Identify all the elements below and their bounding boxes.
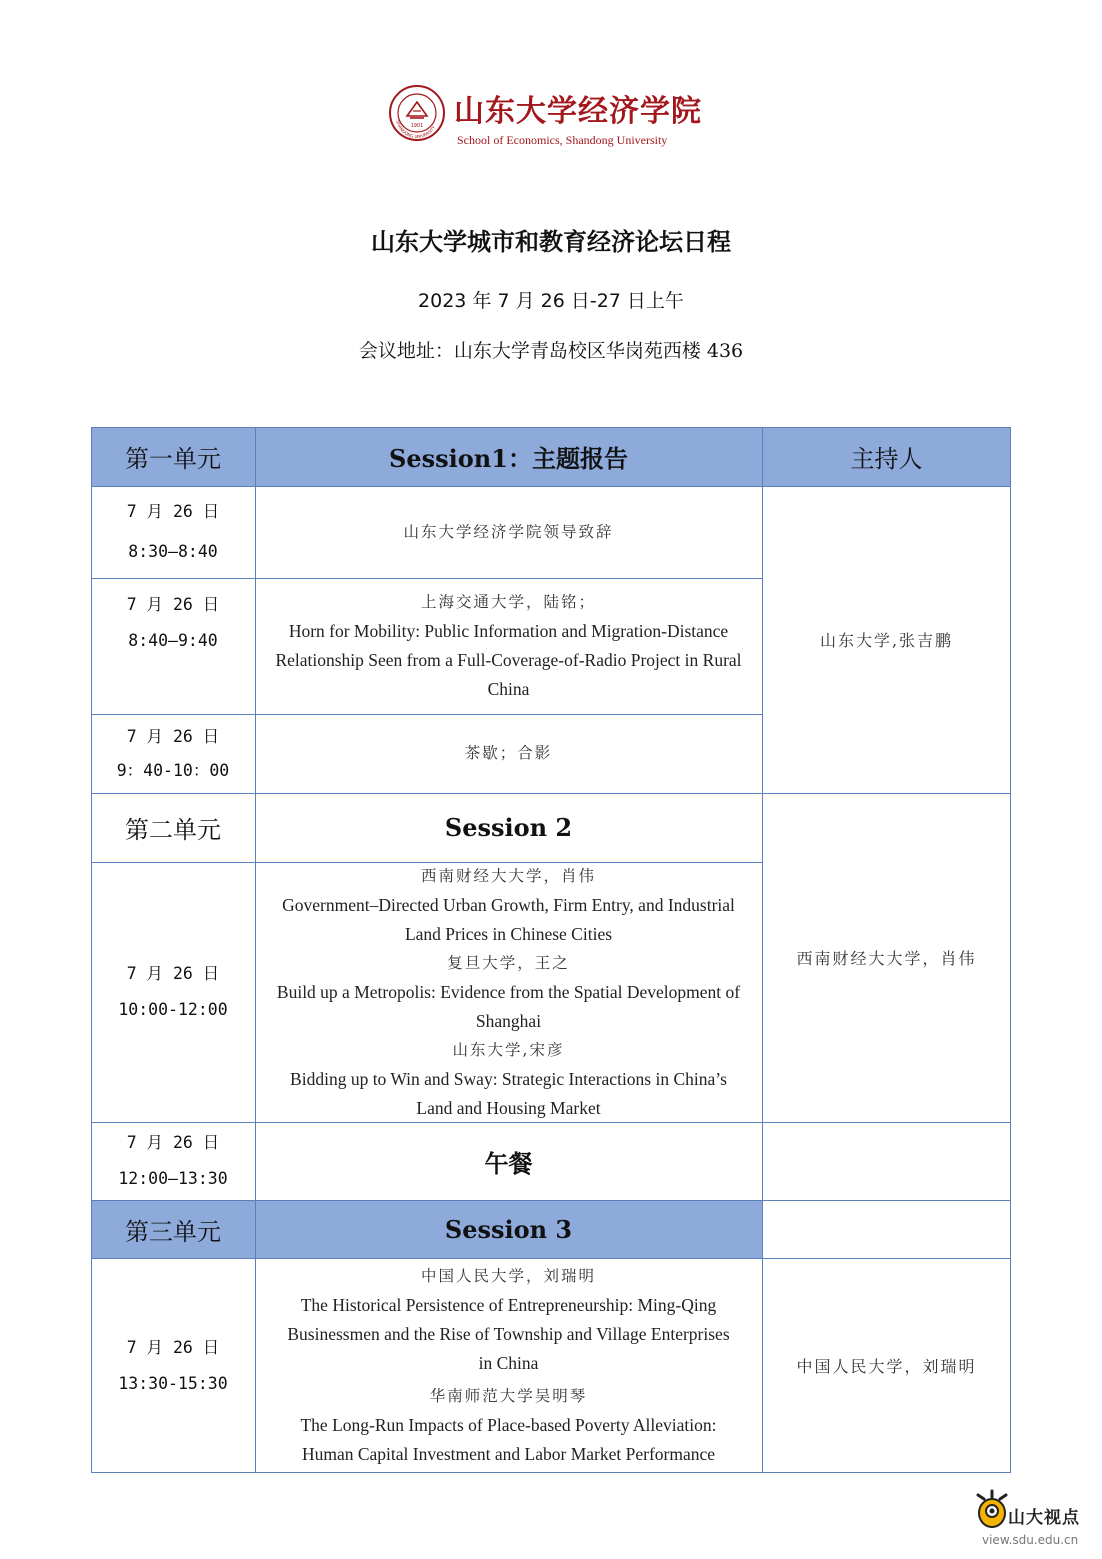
mascot-icon xyxy=(974,1489,1010,1533)
row-date: 7 月 26 日 xyxy=(126,502,220,522)
header-session-cell xyxy=(255,427,762,486)
session-title: Session 2 xyxy=(444,813,573,842)
watermark xyxy=(972,1489,1102,1559)
welcome-speech: 山东大学经济学院领导致辞 xyxy=(403,522,614,541)
table-border xyxy=(91,1472,1011,1473)
session-cell xyxy=(255,1200,762,1258)
empty-host-cell xyxy=(762,1122,1011,1200)
table-border xyxy=(91,1258,1011,1259)
school-name-en: School of Economics, Shandong University xyxy=(457,133,668,147)
row-time: 9：40-10：00 xyxy=(116,760,230,780)
row-time: 12:00—13:30 xyxy=(118,1169,228,1188)
table-border xyxy=(91,486,1011,487)
event-date: 2023 年 7 月 26 日-27 日上午 xyxy=(418,290,684,312)
time-cell xyxy=(91,1122,255,1200)
seal-text: SHANDONG UNIVERSITY xyxy=(395,119,437,140)
speaker: 山东大学,宋彦 xyxy=(452,1040,565,1059)
row-date: 7 月 26 日 xyxy=(126,1337,220,1357)
seal-year: 1901 xyxy=(410,123,424,129)
speaker: 复旦大学，王之 xyxy=(447,953,570,972)
time-cell xyxy=(91,486,255,578)
empty-host-cell xyxy=(762,1200,1011,1258)
host-cell xyxy=(762,486,1011,793)
content-cell xyxy=(255,862,762,1122)
content-cell xyxy=(255,486,762,578)
table-border xyxy=(91,862,762,863)
table-border xyxy=(91,1200,1011,1201)
schedule-table xyxy=(91,427,1011,1473)
speaker: 上海交通大学，陆铭； xyxy=(420,593,596,611)
time-cell xyxy=(91,862,255,1122)
header-unit-cell xyxy=(91,427,255,486)
time-cell xyxy=(91,714,255,793)
time-cell xyxy=(91,1258,255,1473)
content-cell xyxy=(255,714,762,793)
session-cell xyxy=(255,793,762,862)
speaker: 华南师范大学吴明琴 xyxy=(429,1387,588,1405)
row-date: 7 月 26 日 xyxy=(126,726,220,746)
header-host: 主持人 xyxy=(850,445,923,473)
lunch-label: 午餐 xyxy=(484,1148,533,1178)
table-border xyxy=(255,427,256,1473)
table-border xyxy=(91,427,1011,428)
school-logo xyxy=(388,84,708,147)
talk-title: Horn for Mobility: Public Information and Migration-Distance Relationship Seen from a Full-Coverage-of-Radio Project in Rural China xyxy=(275,621,742,699)
event-venue: 会议地址：山东大学青岛校区华岗苑西楼 436 xyxy=(358,340,744,362)
speaker: 中国人民大学，刘瑞明 xyxy=(420,1267,596,1285)
row-time: 13:30-15:30 xyxy=(118,1373,228,1393)
table-border xyxy=(91,1122,1011,1123)
talk-title: Bidding up to Win and Sway: Strategic Interactions in China’s Land and Housing Market xyxy=(290,1068,727,1118)
page-title: 山东大学城市和教育经济论坛日程 xyxy=(371,227,731,256)
watermark-url: view.sdu.edu.cn xyxy=(982,1533,1079,1547)
unit-cell xyxy=(91,793,255,862)
row-date: 7 月 26 日 xyxy=(126,964,220,984)
table-border xyxy=(91,714,762,715)
unit-label: 第三单元 xyxy=(125,1217,221,1246)
session-title: Session 3 xyxy=(444,1214,573,1244)
speaker: 西南财经大大学，肖伟 xyxy=(420,866,596,885)
unit-label: 第二单元 xyxy=(125,816,221,844)
content-cell xyxy=(255,578,762,714)
row-date: 7 月 26 日 xyxy=(126,1133,220,1153)
host-name: 山东大学,张吉鹏 xyxy=(819,631,954,650)
row-time: 10:00-12:00 xyxy=(118,1000,228,1019)
header-host-cell xyxy=(762,427,1011,486)
time-cell xyxy=(91,578,255,714)
talk-title: Government–Directed Urban Growth, Firm Entry, and Industrial Land Prices in Chinese Cities xyxy=(282,894,735,944)
header-unit: 第一单元 xyxy=(125,445,221,473)
host-cell xyxy=(762,1258,1011,1473)
table-border xyxy=(91,427,92,1473)
talk-title: Build up a Metropolis: Evidence from the Spatial Development of Shanghai xyxy=(276,981,741,1031)
row-time: 8:40—9:40 xyxy=(128,630,218,650)
talk-title: The Historical Persistence of Entrepreneurship: Ming-Qing Businessmen and the Rise of Township and Village Enterprises in China xyxy=(287,1295,730,1373)
host-cell xyxy=(762,793,1011,1122)
row-time: 8:30—8:40 xyxy=(128,542,218,561)
table-border xyxy=(1010,427,1011,1473)
lunch-cell xyxy=(255,1122,762,1200)
table-border xyxy=(762,427,763,1473)
tea-break: 茶歇；合影 xyxy=(464,744,553,762)
school-name-cn: 山东大学经济学院 xyxy=(454,95,702,128)
host-name: 中国人民大学，刘瑞明 xyxy=(796,1357,977,1376)
watermark-name: 山大视点 xyxy=(1008,1508,1080,1528)
talk-title: The Long-Run Impacts of Place-based Poverty Alleviation: Human Capital Investment and Labor Market Performance xyxy=(300,1415,717,1464)
table-border xyxy=(91,578,762,579)
header-session: Session1：主题报告 xyxy=(389,444,628,473)
row-date: 7 月 26 日 xyxy=(126,595,220,614)
university-seal-icon xyxy=(388,84,446,142)
unit-cell xyxy=(91,1200,255,1258)
content-cell xyxy=(255,1258,762,1473)
host-name: 西南财经大大学，肖伟 xyxy=(796,949,977,968)
table-border xyxy=(91,793,1011,794)
